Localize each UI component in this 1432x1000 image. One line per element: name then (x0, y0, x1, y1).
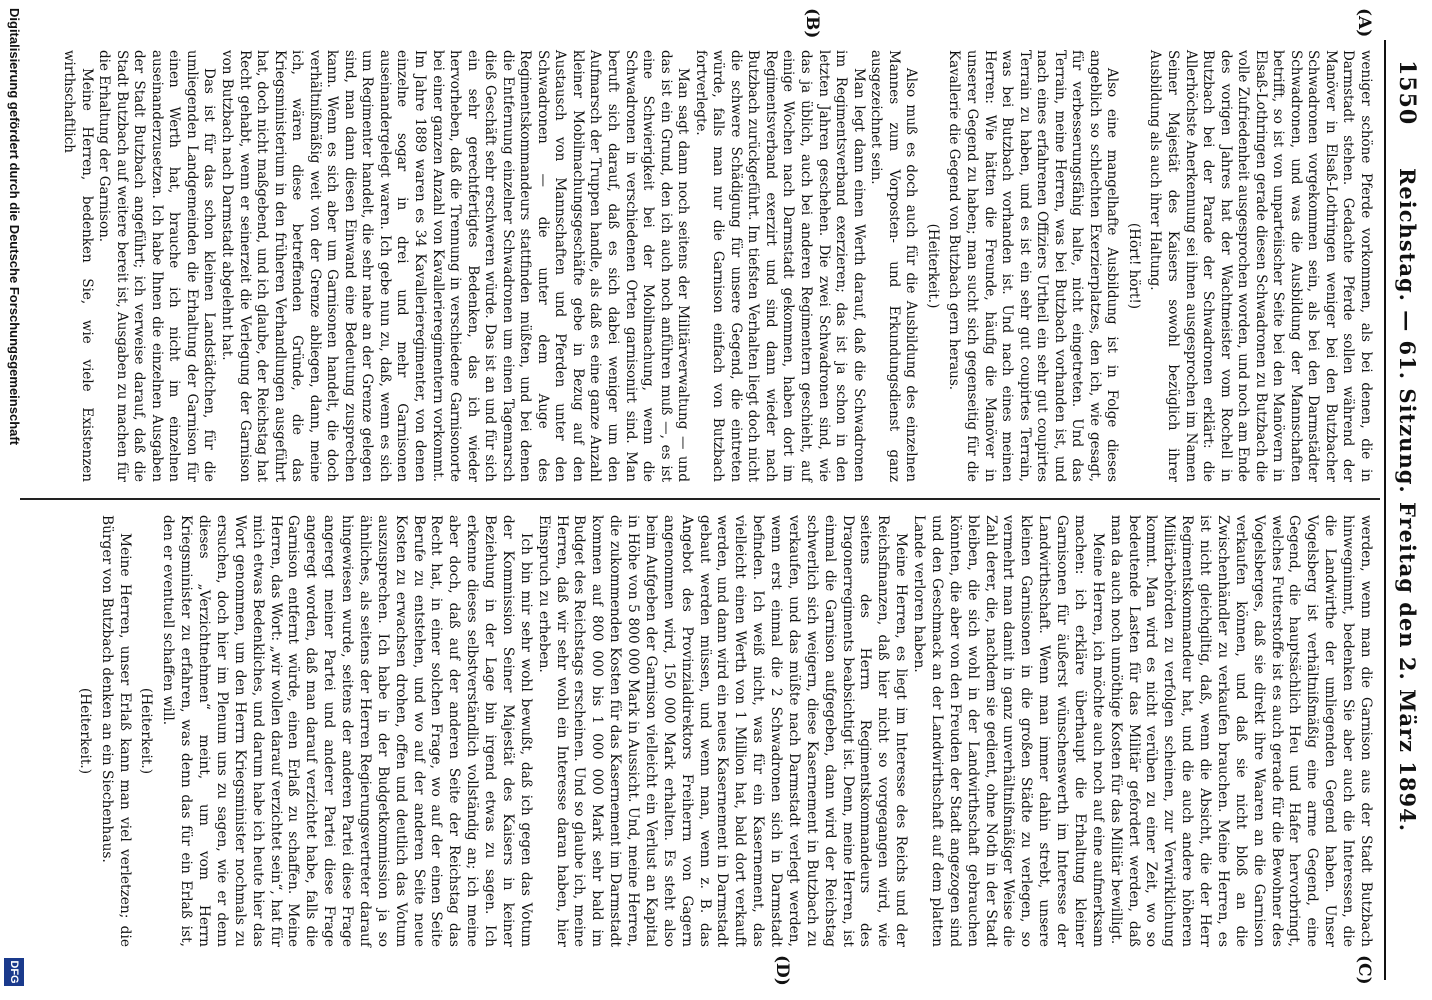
paragraph: Das ist für das schon kleinen Landstädtchen, für die umliegenden Landgemeinden die Erhaltung der Garnison für einen Werth hat, brauche ich nicht im einzelnen auseinanderzusetzen. Ich habe Ihnen die einzelnen Ausgaben der Stadt Butzbach angeführt; ich verweise darauf, daß die Stadt Butzbach auf weitere bereit ist, Ausgaben zu machen für die Erhaltung der Garnison. (96, 50, 218, 482)
running-title: Reichstag. — 61. Sitzung. Freitag den 2. März 1894. (1395, 167, 1420, 833)
margin-mark-c: (C) (1354, 955, 1374, 985)
page-number: 1550 (1394, 60, 1420, 126)
digitization-credit: Digitalisierung gefördert durch die Deutsche Forschungsgemeinschaft (7, 8, 22, 446)
paragraph: Man legt dann einen Werth darauf, daß die Schwadronen im Regimentsverband exerzieren; das ist ja schon in den letzten Jahren geschehen. Die zwei Schwadronen sind, wie das ja üblich, auch bei anderen Regimentern geschieht, auf einige Wochen nach Darmstadt gekommen, haben dort im Regimentsverband exerzirt und sind dann wieder nach Butzbach zurückgeführt. Im tiefsten Verhalten liegt doch nicht die schwere Schädigung für unsere Gegend, die eintreten würde, falls man nur die Garnison einfach von Butzbach fortverlegte. (692, 50, 867, 482)
interjection: (Heiterkeit.) (924, 223, 941, 309)
paragraph: Ich bin mir sehr wohl bewußt, daß ich gegen das Votum der Kommission Seiner Majestät des Kaisers in keiner Beziehung in der Lage bin irgend etwas zu sagen. Ich erkenne dieses selbstverständlich vollständig an; ich meine aber doch, daß auf der anderen Seite der Reichstag das Recht hat, in einer solchen Frage, wo auf der einen Seite Berufe zu entstehen, und wo auf der anderen Seite neue Kosten zu erwachsen drohen, offen und deutlich das Votum auszusprechen. Ich habe in der Budgetkommission ja so ähnliches, als seitens der Herren Regierungsvertreter darauf hingewiesen wurde, seitens der anderen Partei diese Frage angeregt meiner Partei und anderer Partei diese Frage angeregt worden, daß man darauf verzichtet habe, falls die Garnison entfernt würde, einen Erlaß zu schaffen. Meine Herren, das Wort: „wir wollen darauf verzichtet sein“, hat für mich etwas Bedenkliches, und darum habe ich heute hier das Wort genommen, um den Herrn Kriegsminister nochmals zu ersuchen, doch hier im Plenum uns zu sagen, wie er denn dieses „Verzichtnehmen“ meint, um vom Herrn Kriegsminister zu erfahren, was denn das für ein Erlaß ist, den er eventuell schaffen will. (160, 515, 534, 947)
left-column (60, 50, 1374, 482)
header-rule (1384, 40, 1386, 980)
column-divider (20, 498, 1380, 500)
right-column (71, 515, 1374, 947)
paragraph: Also eine mangelhafte Ausbildung ist in Folge dieses angeblich so schlechten Exerzierplatzes, den ich, wie gesagt, für verbesserungsfähig halte, nicht eingetreten. Und das Terrain, meine Herren, was bei Butzbach vorhanden ist, und nach eines erfahrenen Offiziers Urtheil ein sehr gut coupirtes Terrain zu haben, und es ist ein sehr gut coupirtes Terrain, was bei Butzbach vorhanden ist. Und nach eines meinen Herren: Wie hätten die Freunde, häufig die Manöver in unserer Gegend zu haben; man sucht sich gegenseitig für die Kavallerie die Gegend von Butzbach gern heraus. (946, 50, 1121, 482)
paragraph: weniger schöne Pferde vorkommen, als bei denen, die in Darmstadt stehen. Gedachte Pferde sollen während der Manöver in Elsaß-Lothringen weniger bei den Butzbacher Schwadronen vorgekommen sein, als bei den Darmstädter Schwadronen, und was die Ausbildung der Mannschaften betrifft, so ist von unparteiischer Seite bei den Manövern in Elsaß-Lothringen gerade diesen Schwadronen zu Butzbach die volle Zufriedenheit ausgesprochen worden, und noch am Ende des vorigen Jahres hat der Wachtmeister vom Rochell in Butzbach bei der Parade der Schwadronen erklärt: die Allerhöchste Anerkennung sei ihnen ausgesprochen im Namen Seiner Majestät des Kaisers sowohl bezüglich ihrer Ausbildung als auch ihrer Haltung. (1147, 50, 1374, 482)
margin-mark-a: (A) (1354, 8, 1374, 38)
paragraph: Man sagt dann noch seitens der Militärverwaltung — und das ist ein Grund, den ich auch noch anführen muß —, es ist eine Schwierigkeit bei der Mobilmachung, wenn die Schwadronen in verschiedenen Orten garnisonirt sind. Man beruft sich darauf, daß es sich dabei weniger um den Aufmarsch der Truppen handle, als daß es eine ganze Anzahl kleiner Mobilmachungsgeschäfte gebe in Bezug auf den Austausch von Mannschaften und Pferden unter den Schwadronen — die unter dem Auge des Regimentskommandeurs stattfinden müßten, und bei denen die Entfernung einzelner Schwadronen um einen Tagemarsch dieß Geschäft sehr erschweren würde. Das ist an und für sich ein sehr gerechtfertigtes Bedenken, das ich wieder hervorheben, daß die Trennung in verschiedene Garnisonorte bei einer ganzen Anzahl von Kavallerieregimentern vorkommt. Im Jahre 1889 waren es 34 Kavallerieregimenter, von denen einzelne sogar in drei und mehr Garnisonen auseinandergelegt waren. Ich gebe nun zu, daß, wenn es sich um Regimenter handelt, die sehr nahe an der Grenze gelegen sind, man dann diesen Einwand eine Bedeutung zusprechen kann. Wenn es sich aber um Garnisonen handelt, die doch verhältnißmäßig weit von der Grenze abliegen, dann, meine ich, wären diese betreffenden Gründe, die das Kriegsministerium in den früheren Verhandlungen ausgeführt hat, doch nicht maßgebend, und ich glaube, der Reichstag hat Recht gehabt, wenn er seinerzeit die Verlegung der Garnison von Butzbach nach Darmstadt abgelehnt hat. (219, 50, 692, 482)
margin-mark-b: (B) (802, 8, 822, 39)
paragraph: werden, wenn man die Garnison aus der Stadt Butzbach hinwegnimmt, bedenken Sie aber auch die Interessen, die die Landwirthe der umliegenden Gegend haben. Unser Vogelsberg ist verhältnißmäßig eine arme Gegend, eine Gegend, die hauptsächlich Heu und Hafer hervorbringt, welches Futterstoffe ist es auch gerade für die Bewohner des Vogelsberges, daß sie direkt ihre Waaren an die Garnison verkaufen können, und daß sie nicht bloß an die Zwischenhändler zu verkaufen brauchen. Meine Herren, es ist nicht gleichgiltig, daß, wenn die Absicht, die der Herr Regimentskommandeur hat, und die auch andere höheren Militärbehörden zu verfolgen scheinen, zur Verwirklichung kommt. Man wird es nicht verüben zu einer Zeit, wo so bedeutende Lasten für das Militär gefordert werden, daß man da auch noch unnöthige Kosten für das Militär bewilligt. (1107, 515, 1374, 947)
interjection: (Heiterkeit.) (76, 687, 93, 775)
page-header (1380, 0, 1432, 1000)
paragraph: Also muß es doch auch für die Ausbildung des einzelnen Mannes zum Vorposten- und Erkundungsdienst ganz ausgezeichnet sein. (868, 50, 920, 482)
page-footer (0, 0, 26, 1000)
paragraph: Meine Herren, bedenken Sie, wie viele Existenzen wirthschaftlich (61, 50, 95, 482)
paragraph: Meine Herren, unser Erlaß kann man viel verletzen; die Bürger von Butzbach denken an ein Siechenhaus. (98, 515, 133, 947)
paragraph: Meine Herren, ich möchte auch noch auf eine aufmerksam machen: ich erkläre überhaupt die Erhaltung kleiner Garnisonen für äußerst wünschenswerth im Interesse der Landwirthschaft. Wenn man immer dahin strebt, unsere kleinen Garnisonen in die großen Städte zu verlegen, so vermehrt man damit in ganz unverhältnißmäßiger Weise die Zahl derer, die, nachdem sie gedient, ohne Noth in der Stadt bleiben, die sich wohl in der Landwirthschaft gebrauchen könnten, die aber von den Freuden der Stadt angezogen sind und den Geschmack an der Landwirthschaft auf dem platten Lande verloren haben. (911, 515, 1106, 947)
paragraph: Meine Herren, es liegt im Interesse des Reichs und der Reichsfinanzen, daß hier nicht so vorgegangen wird, wie seitens des Herrn Regimentskommandeurs des Dragonerregiments beabsichtigt ist. Denn, meine Herren, ist einmal die Garnison aufgegeben, dann wird der Reichstag schwerlich sich weigern, diese Kasernement in Butzbach zu verkaufen, und das müßte nach Darmstadt verlegt werden, wenn erst einmal die 2 Schwadronen sich in Darmstadt befinden. Ich weiß nicht, was für ein Kasernement, das vielleicht einen Werth von 1 Million hat, bald dort verkauft werden, und dann wird ein neues Kasernement in Darmstadt gebaut werden müssen, und wenn man, wenn z. B. das Angebot des Provinzialdirektors Freiherrn von Gagern angenommen wird, 150 000 Mark erhalten. Es steht also beim Aufgeben der Garnison vielleicht ein Verlust an Kapital in Höhe von 5 800 000 Mark in Aussicht. Und, meine Herren, die zukommenden Kosten für das Kasernement im Darmstadt kommen auf 800 000 bis 1 000 000 Mark sehr bald im Budget des Reichstags erscheinen. Und so glaube ich, meine Herren, daß wir sehr wohl ein Interesse daran haben, hier Einspruch zu erheben. (535, 515, 910, 947)
dfg-logo: DFG (4, 958, 24, 986)
interjection: (Heiterkeit.) (138, 687, 155, 775)
interjection: (Hört! hört!) (1125, 222, 1142, 310)
margin-mark-d: (D) (772, 955, 792, 986)
